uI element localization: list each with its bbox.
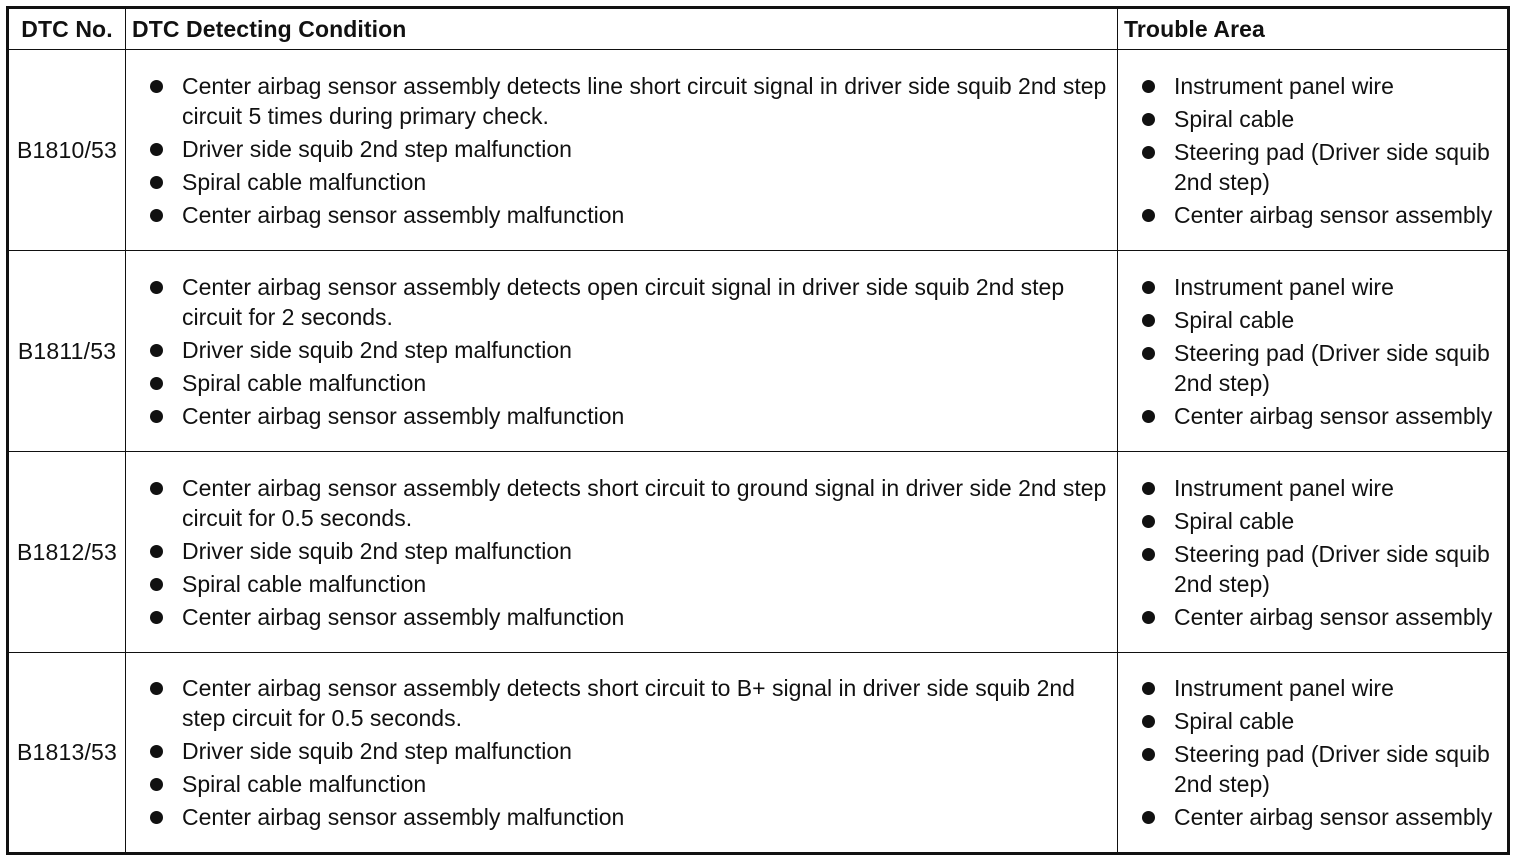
list-item	[1174, 338, 1499, 398]
list-item	[1174, 539, 1499, 599]
table-row	[8, 452, 1509, 653]
bullet-icon	[150, 545, 163, 558]
trouble-area-text: Instrument panel wire	[1174, 675, 1394, 701]
bullet-icon	[1142, 611, 1155, 624]
bullet-icon	[1142, 347, 1155, 360]
header-condition: DTC Detecting Condition	[126, 8, 1118, 50]
list-item	[1174, 706, 1499, 736]
condition-text: Center airbag sensor assembly detects open circuit signal in driver side squib 2nd step circuit for 2 seconds.	[182, 273, 1065, 330]
condition-text: Spiral cable malfunction	[182, 168, 427, 195]
trouble-area-text: Center airbag sensor assembly	[1174, 201, 1493, 228]
bullet-icon	[150, 281, 163, 294]
condition-text: Driver side squib 2nd step malfunction	[182, 336, 572, 363]
trouble-area-text: Steering pad (Driver side squib 2nd step)	[1174, 741, 1490, 797]
condition-cell-list	[126, 467, 1117, 638]
bullet-icon	[1142, 515, 1155, 528]
condition-text: Spiral cable malfunction	[182, 771, 427, 797]
list-item	[182, 167, 1109, 197]
list-item	[182, 401, 1109, 431]
bullet-icon	[150, 682, 163, 695]
bullet-icon	[1142, 748, 1155, 761]
condition-cell-list	[126, 65, 1117, 236]
dtc-table	[6, 6, 1510, 855]
bullet-icon	[150, 176, 163, 189]
trouble-area-cell-list	[1118, 67, 1507, 234]
condition-text: Center airbag sensor assembly malfunction	[182, 402, 625, 429]
bullet-icon	[1142, 281, 1155, 294]
trouble-area-text: Steering pad (Driver side squib 2nd step)	[1174, 540, 1490, 597]
dtc-table-body	[8, 50, 1509, 854]
trouble-area-cell	[1118, 50, 1509, 251]
trouble-area-text: Instrument panel wire	[1174, 72, 1394, 99]
header-dtc-no: DTC No.	[8, 8, 126, 50]
trouble-area-cell	[1118, 653, 1509, 854]
table-row	[8, 251, 1509, 452]
list-item	[1174, 305, 1499, 335]
bullet-icon	[1142, 482, 1155, 495]
condition-text: Center airbag sensor assembly malfunction	[182, 201, 625, 228]
condition-cell-list	[126, 266, 1117, 437]
condition-text: Driver side squib 2nd step malfunction	[182, 135, 572, 162]
condition-cell	[126, 452, 1118, 653]
list-item	[1174, 401, 1499, 431]
trouble-area-cell-list	[1118, 669, 1507, 836]
bullet-icon	[1142, 113, 1155, 126]
trouble-area-cell-list	[1118, 469, 1507, 636]
list-item	[182, 134, 1109, 164]
list-item	[1174, 673, 1499, 703]
bullet-icon	[1142, 410, 1155, 423]
list-item	[182, 473, 1109, 533]
trouble-area-text: Center airbag sensor assembly	[1174, 603, 1493, 630]
list-item	[1174, 602, 1499, 632]
condition-text: Center airbag sensor assembly detects short circuit to ground signal in driver side 2nd step circuit for 0.5 seconds.	[182, 474, 1107, 531]
bullet-icon	[150, 209, 163, 222]
trouble-area-text: Center airbag sensor assembly	[1174, 402, 1493, 429]
trouble-area-text: Center airbag sensor assembly	[1174, 804, 1493, 830]
trouble-area-cell	[1118, 251, 1509, 452]
list-item	[1174, 739, 1499, 799]
trouble-area-cell-list	[1118, 268, 1507, 435]
list-item	[182, 200, 1109, 230]
condition-text: Driver side squib 2nd step malfunction	[182, 738, 572, 764]
list-item	[182, 335, 1109, 365]
table-row	[8, 653, 1509, 854]
list-item	[182, 673, 1109, 733]
bullet-icon	[1142, 209, 1155, 222]
list-item	[182, 802, 1109, 832]
list-item	[1174, 272, 1499, 302]
trouble-area-text: Spiral cable	[1174, 105, 1295, 132]
bullet-icon	[150, 482, 163, 495]
table-row	[8, 50, 1509, 251]
list-item	[1174, 200, 1499, 230]
dtc-table-container	[6, 6, 1510, 855]
bullet-icon	[1142, 715, 1155, 728]
trouble-area-text: Spiral cable	[1174, 306, 1295, 333]
header-row	[8, 8, 1509, 50]
condition-text: Spiral cable malfunction	[182, 369, 427, 396]
trouble-area-text: Steering pad (Driver side squib 2nd step)	[1174, 339, 1490, 396]
trouble-area-text: Spiral cable	[1174, 708, 1295, 734]
list-item	[182, 569, 1109, 599]
bullet-icon	[150, 611, 163, 624]
bullet-icon	[150, 778, 163, 791]
condition-text: Driver side squib 2nd step malfunction	[182, 537, 572, 564]
bullet-icon	[150, 344, 163, 357]
trouble-area-text: Steering pad (Driver side squib 2nd step)	[1174, 138, 1490, 195]
bullet-icon	[150, 80, 163, 93]
condition-text: Center airbag sensor assembly malfunction	[182, 804, 625, 830]
condition-text: Center airbag sensor assembly detects line short circuit signal in driver side squib 2nd step circuit 5 times during primary check.	[182, 72, 1107, 129]
condition-text: Center airbag sensor assembly malfunction	[182, 603, 625, 630]
dtc-code: B1811/53	[8, 251, 126, 452]
dtc-code: B1812/53	[8, 452, 126, 653]
trouble-area-cell	[1118, 452, 1509, 653]
condition-text: Center airbag sensor assembly detects short circuit to B+ signal in driver side squib 2nd step circuit for 0.5 seconds.	[182, 675, 1075, 731]
bullet-icon	[150, 811, 163, 824]
bullet-icon	[150, 410, 163, 423]
list-item	[182, 272, 1109, 332]
trouble-area-text: Instrument panel wire	[1174, 273, 1394, 300]
list-item	[182, 536, 1109, 566]
list-item	[1174, 104, 1499, 134]
list-item	[182, 602, 1109, 632]
trouble-area-text: Instrument panel wire	[1174, 474, 1394, 501]
bullet-icon	[1142, 80, 1155, 93]
list-item	[1174, 802, 1499, 832]
bullet-icon	[1142, 314, 1155, 327]
header-trouble-area: Trouble Area	[1118, 8, 1509, 50]
bullet-icon	[1142, 682, 1155, 695]
condition-text: Spiral cable malfunction	[182, 570, 427, 597]
list-item	[182, 368, 1109, 398]
list-item	[1174, 71, 1499, 101]
condition-cell	[126, 251, 1118, 452]
list-item	[1174, 473, 1499, 503]
list-item	[182, 71, 1109, 131]
condition-cell	[126, 50, 1118, 251]
list-item	[1174, 137, 1499, 197]
list-item	[182, 769, 1109, 799]
list-item	[182, 736, 1109, 766]
condition-cell-list	[126, 667, 1117, 838]
trouble-area-text: Spiral cable	[1174, 507, 1295, 534]
bullet-icon	[1142, 811, 1155, 824]
list-item	[1174, 506, 1499, 536]
bullet-icon	[150, 143, 163, 156]
bullet-icon	[150, 377, 163, 390]
bullet-icon	[150, 745, 163, 758]
dtc-code: B1810/53	[8, 50, 126, 251]
condition-cell	[126, 653, 1118, 854]
bullet-icon	[150, 578, 163, 591]
bullet-icon	[1142, 548, 1155, 561]
bullet-icon	[1142, 146, 1155, 159]
dtc-code: B1813/53	[8, 653, 126, 854]
